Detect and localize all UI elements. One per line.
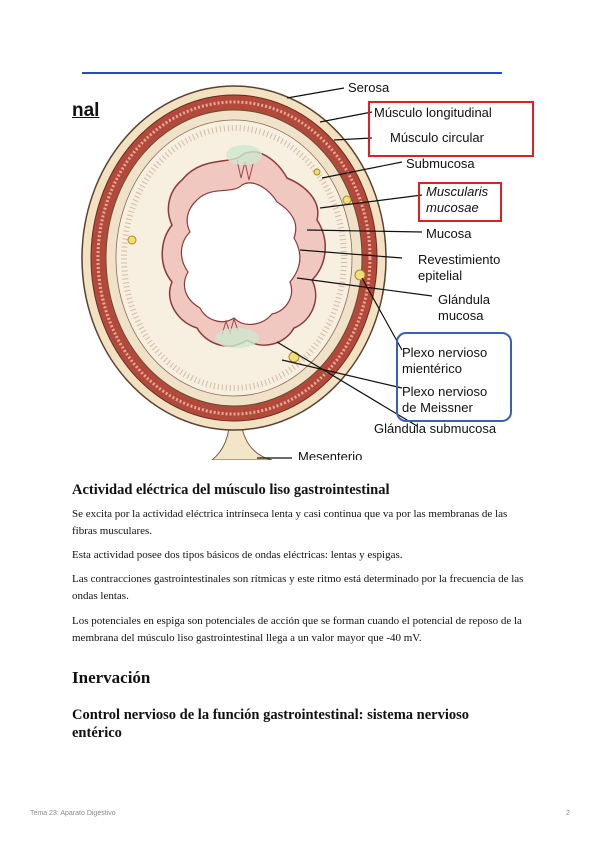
page-number: 2: [566, 810, 570, 817]
paragraph-contracciones: Las contracciones gastrointestinales son rítmicas y este ritmo está determinado por la frecuencia de las ondas lentas.: [72, 573, 524, 602]
paragraph-1: [72, 506, 532, 540]
paragraph-excitacion: Se excita por la actividad eléctrica intrínseca lenta y casi continua que va por las membranas de las fibras musculares.: [72, 508, 508, 537]
label-glandula-mucosa-2: mucosa: [438, 308, 484, 323]
label-submucosa: Submucosa: [406, 156, 475, 171]
label-plexo-meissner-1: Plexo nervioso: [402, 384, 488, 399]
label-musculo-circular: Músculo circular: [390, 130, 484, 145]
cut-heading-fragment: nal: [72, 100, 100, 121]
label-glandula-submucosa: Glándula submucosa: [374, 421, 497, 436]
intestinal-wall-figure: [72, 60, 532, 460]
label-revestimiento-1: Revestimiento: [418, 252, 501, 267]
label-mesenterio: Mesenterio: [298, 449, 363, 460]
label-plexo-mienterico-2: mientérico: [402, 361, 462, 376]
heading-control-nervioso: Control nervioso de la función gastrointestinal: sistema nervioso entérico: [72, 707, 470, 741]
label-serosa: Serosa: [348, 80, 390, 95]
section-control: [72, 706, 532, 742]
heading-actividad-electrica: Actividad eléctrica del músculo liso gastrointestinal: [72, 482, 390, 498]
heading-inervacion: Inervación: [72, 668, 151, 687]
section-actividad: [72, 482, 532, 499]
label-muscularis-1: Muscularis: [426, 184, 489, 199]
section-inervacion: [72, 668, 532, 688]
paragraph-4: [72, 613, 532, 647]
footer-title: Tema 23: Aparato Digestivo: [30, 810, 116, 817]
label-mucosa: Mucosa: [426, 226, 472, 241]
paragraph-2: [72, 547, 532, 564]
paragraph-3: [72, 571, 532, 605]
label-muscularis-2: mucosae: [426, 200, 479, 215]
label-glandula-mucosa-1: Glándula: [438, 292, 491, 307]
label-plexo-mienterico-1: Plexo nervioso: [402, 345, 488, 360]
label-plexo-meissner-2: de Meissner: [402, 400, 473, 415]
paragraph-potenciales: Los potenciales en espiga son potenciales de acción que se forman cuando el potencial de reposo de la membrana del músculo liso gastrointestinal llega a un valor mayor que -40 mV.: [72, 615, 522, 644]
label-revestimiento-2: epitelial: [418, 268, 463, 283]
paragraph-ondas: Esta actividad posee dos tipos básicos de ondas eléctricas: lentas y espigas.: [72, 549, 403, 561]
label-musculo-longitudinal: Músculo longitudinal: [374, 105, 492, 120]
